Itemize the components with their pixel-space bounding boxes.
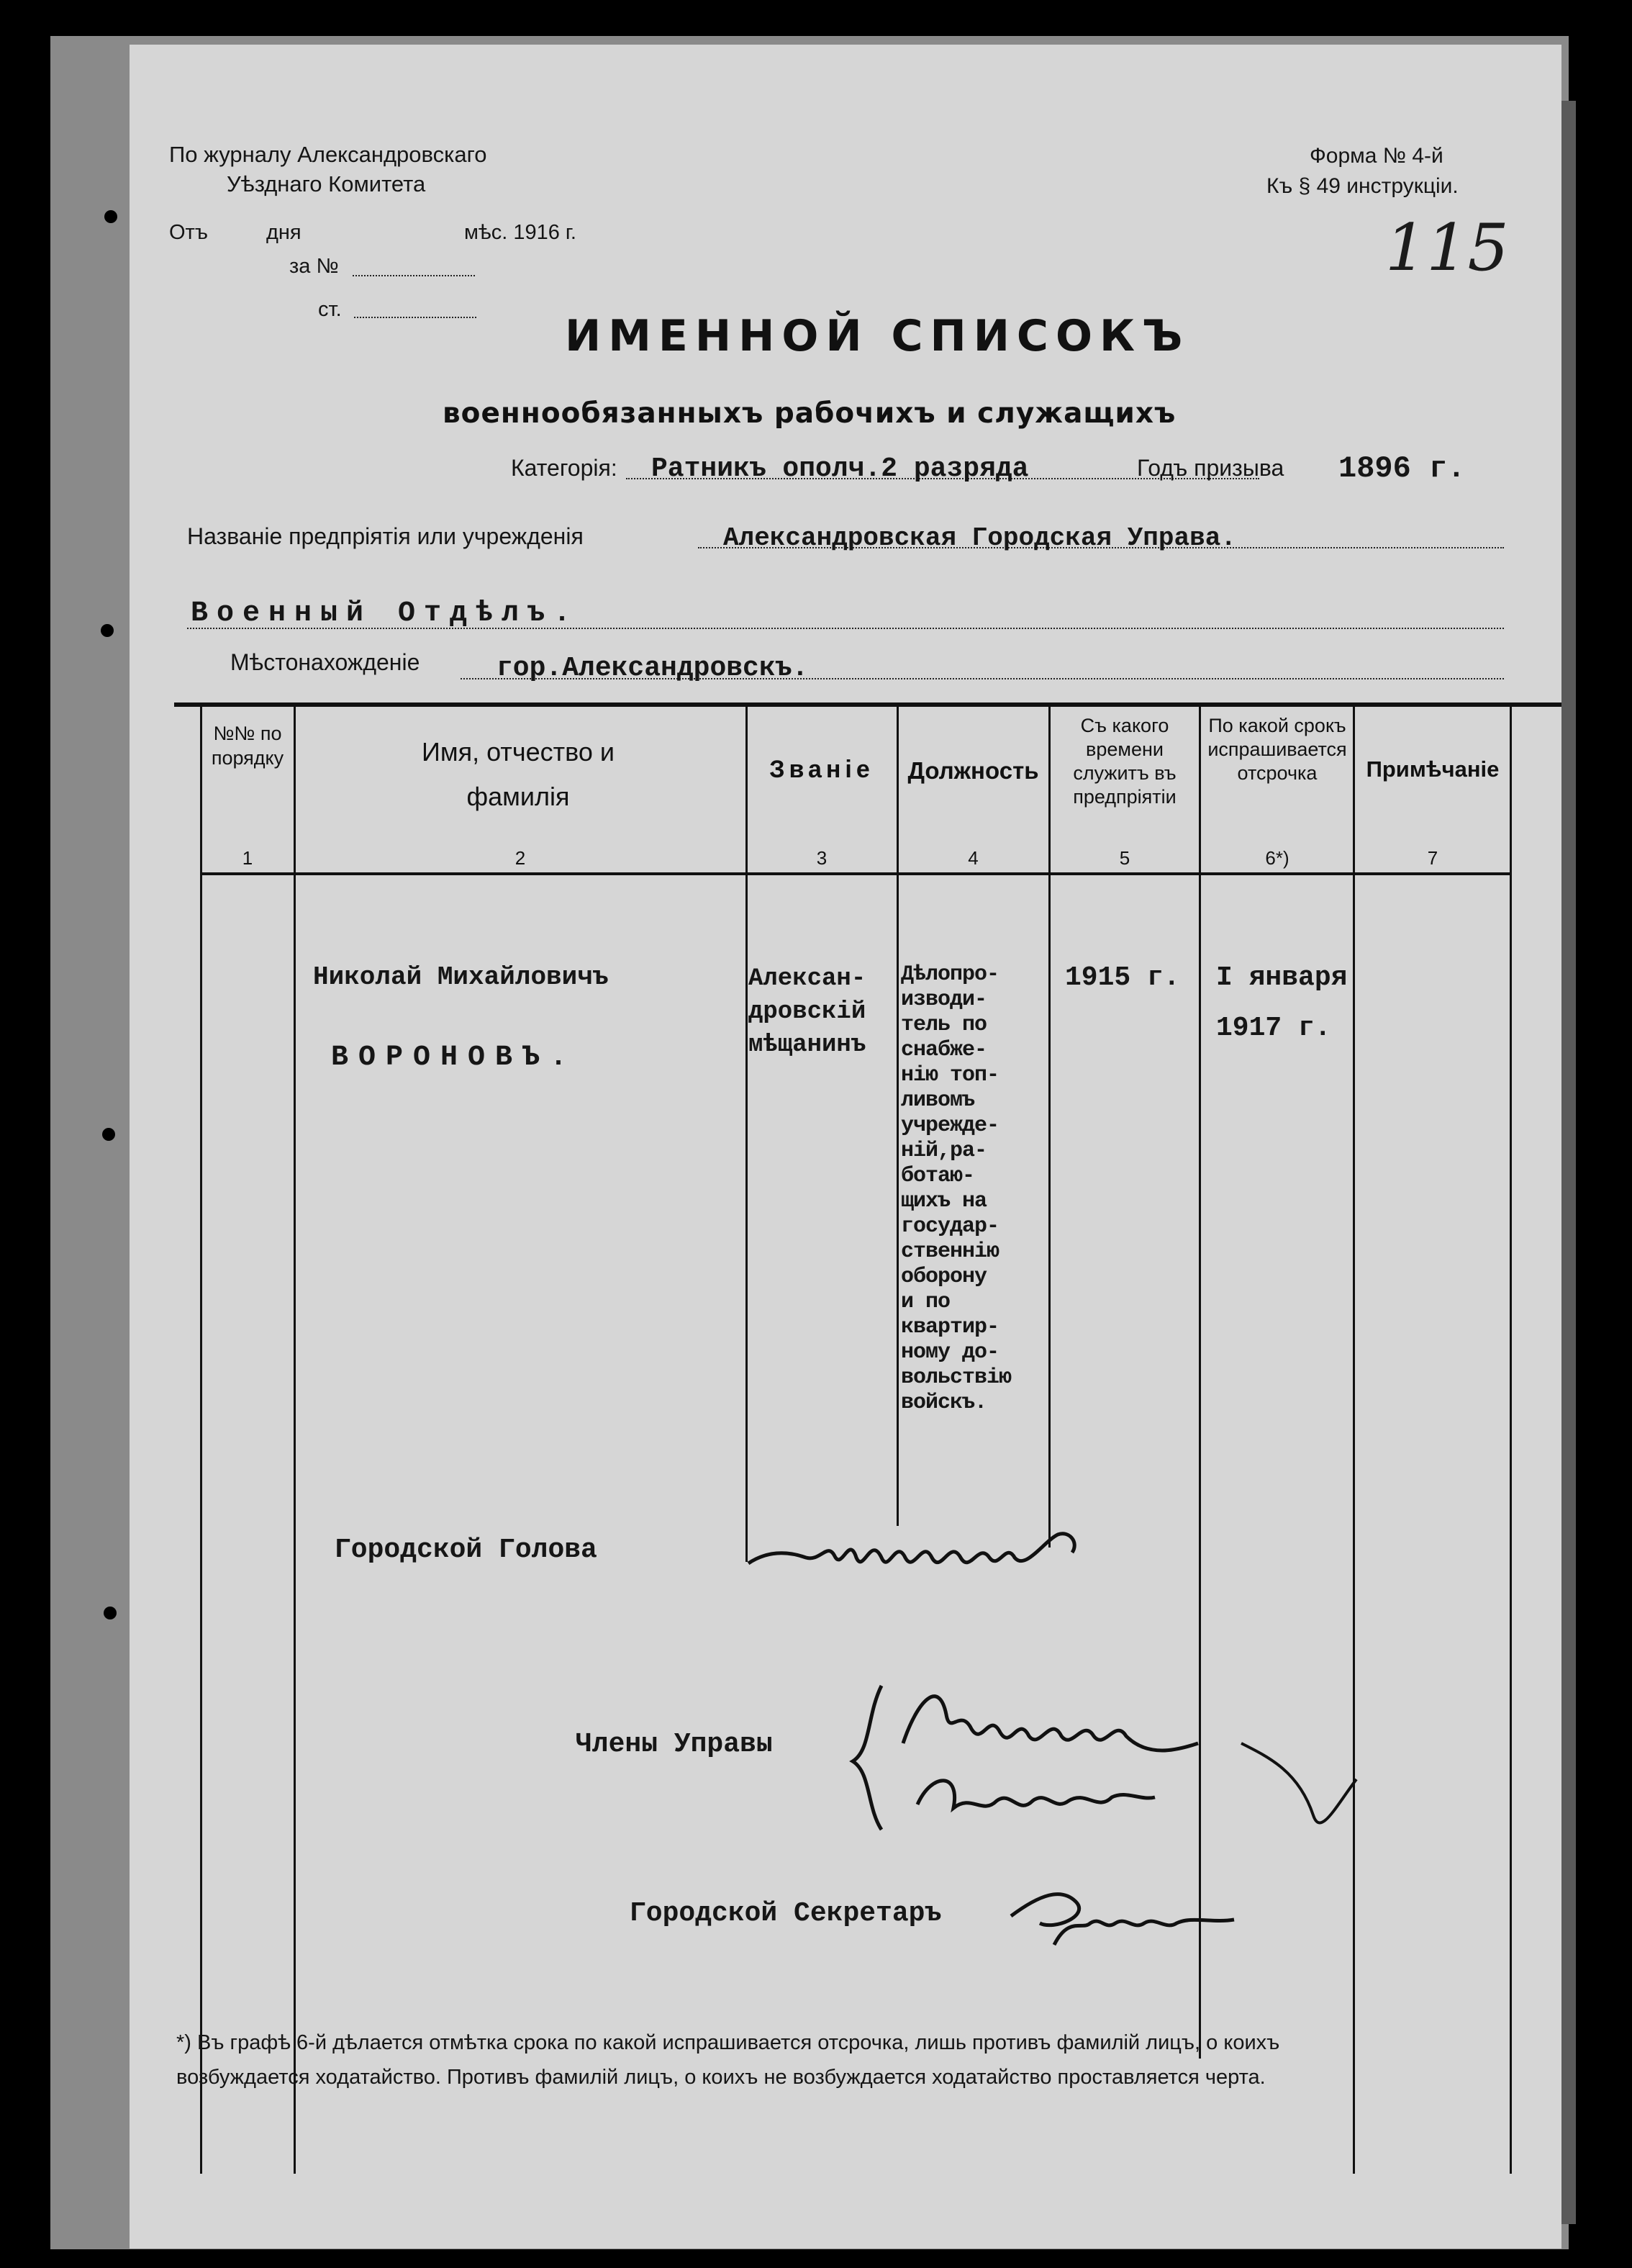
secretary-signature <box>982 1873 1256 1966</box>
board-members-signatures <box>838 1635 1414 1851</box>
punch-hole <box>102 1128 115 1141</box>
header-name: Имя, отчество и фамилія <box>422 737 615 811</box>
position-line: ливомъ <box>901 1088 975 1113</box>
deferral-until-line2: 1917 г. <box>1216 1013 1331 1044</box>
journal-line-1: По журналу Александровскаго <box>169 142 487 167</box>
position-line: Дѣлопро- <box>901 962 999 987</box>
position-line: щихъ на <box>901 1189 987 1214</box>
person-surname: ВОРОНОВЪ. <box>331 1042 578 1074</box>
position-line: оборону <box>901 1265 987 1289</box>
punch-hole <box>104 210 117 223</box>
person-position <box>901 962 1011 1416</box>
month-year-label: мѣс. 1916 г. <box>464 221 576 244</box>
position-line: изводи- <box>901 988 987 1012</box>
for-number-line <box>353 275 475 276</box>
secretary-label: Городской Секретаръ <box>630 1898 942 1929</box>
colnum-6: 6*) <box>1265 847 1289 869</box>
rank-line: мѣщанинъ <box>748 1031 866 1059</box>
st-line <box>354 317 476 318</box>
category-value: Ратникъ ополч.2 разряда <box>651 453 1029 484</box>
colnum-3: 3 <box>816 847 828 869</box>
header-since: Съ какого времени служитъ въ предпріятіи <box>1073 715 1177 808</box>
header-deferral: По какой срокъ испрашивается отсрочка <box>1207 715 1347 784</box>
header-note: Примѣчаніе <box>1366 756 1500 782</box>
document-subtitle: военнообязанныхъ рабочихъ и служащихъ <box>443 397 1177 430</box>
colnum-5: 5 <box>1119 847 1130 869</box>
deferral-until-line1: I января <box>1216 962 1348 993</box>
category-label: Категорія: <box>511 455 617 481</box>
day-label: дня <box>266 221 302 244</box>
location-value: гор.Александровскъ. <box>497 653 809 684</box>
punch-hole <box>104 1607 117 1619</box>
position-line: ственнію <box>901 1239 999 1264</box>
position-line: квартир- <box>901 1315 999 1339</box>
instruction-ref: Къ § 49 инструкціи. <box>1266 174 1459 198</box>
footnote-line-1: *) Въ графѣ 6-й дѣлается отмѣтка срока по какой испрашивается отсрочка, лишь противъ фамилій лицъ, о коихъ <box>176 2031 1280 2054</box>
header-number: №№ по порядку <box>211 723 284 769</box>
header-position: Должность <box>907 757 1039 784</box>
position-line: тель по <box>901 1013 987 1037</box>
colnum-1: 1 <box>242 847 253 869</box>
rank-line: дровскій <box>748 998 866 1026</box>
location-label: Мѣстонахожденіе <box>230 649 420 675</box>
person-first-names: Николай Михайловичъ <box>313 962 609 992</box>
footnote-line-2: возбуждается ходатайство. Противъ фамилій лицъ, о коихъ не возбуждается ходатайство проставляется черта. <box>176 2066 1266 2089</box>
form-number: Форма № 4-й <box>1310 144 1443 168</box>
year-value: 1896 г. <box>1338 451 1466 486</box>
position-line: учрежде- <box>901 1113 999 1138</box>
position-line: ному до- <box>901 1340 999 1365</box>
position-line: государ- <box>901 1214 999 1239</box>
board-members-label: Члены Управы <box>576 1729 773 1760</box>
archive-number: 115 <box>1385 210 1509 286</box>
st-label: ст. <box>318 298 342 321</box>
position-line: ній,ра- <box>901 1139 987 1163</box>
journal-line-2: Уѣзднаго Комитета <box>227 171 426 196</box>
position-line: снабже- <box>901 1038 987 1062</box>
position-line: и по <box>901 1290 951 1314</box>
mayor-signature <box>741 1513 1101 1592</box>
position-line: нію топ- <box>901 1063 999 1088</box>
colnum-4: 4 <box>968 847 979 869</box>
position-line: ботаю- <box>901 1164 975 1188</box>
from-label: Отъ <box>169 221 208 244</box>
colnum-2: 2 <box>514 847 526 869</box>
mayor-label: Городской Голова <box>335 1535 597 1566</box>
employed-since: 1915 г. <box>1065 962 1180 993</box>
header-rank: Званіе <box>769 756 874 783</box>
enterprise-label: Названіе предпріятія или учрежденія <box>187 523 584 549</box>
department-value: Военный Отдѣлъ. <box>191 597 580 630</box>
document-page <box>130 45 1561 2249</box>
enterprise-value: Александровская Городская Управа. <box>723 523 1236 553</box>
punch-hole <box>101 624 114 637</box>
document-title: ИМЕННОЙ СПИСОКЪ <box>565 311 1190 361</box>
rank-line: Алексан- <box>748 965 866 993</box>
year-label: Годъ призыва <box>1137 455 1284 481</box>
colnum-7: 7 <box>1427 847 1438 869</box>
for-number-label: за № <box>289 255 339 278</box>
position-line: вольствію <box>901 1365 1012 1390</box>
person-rank <box>748 962 866 1062</box>
position-line: войскъ. <box>901 1391 987 1415</box>
